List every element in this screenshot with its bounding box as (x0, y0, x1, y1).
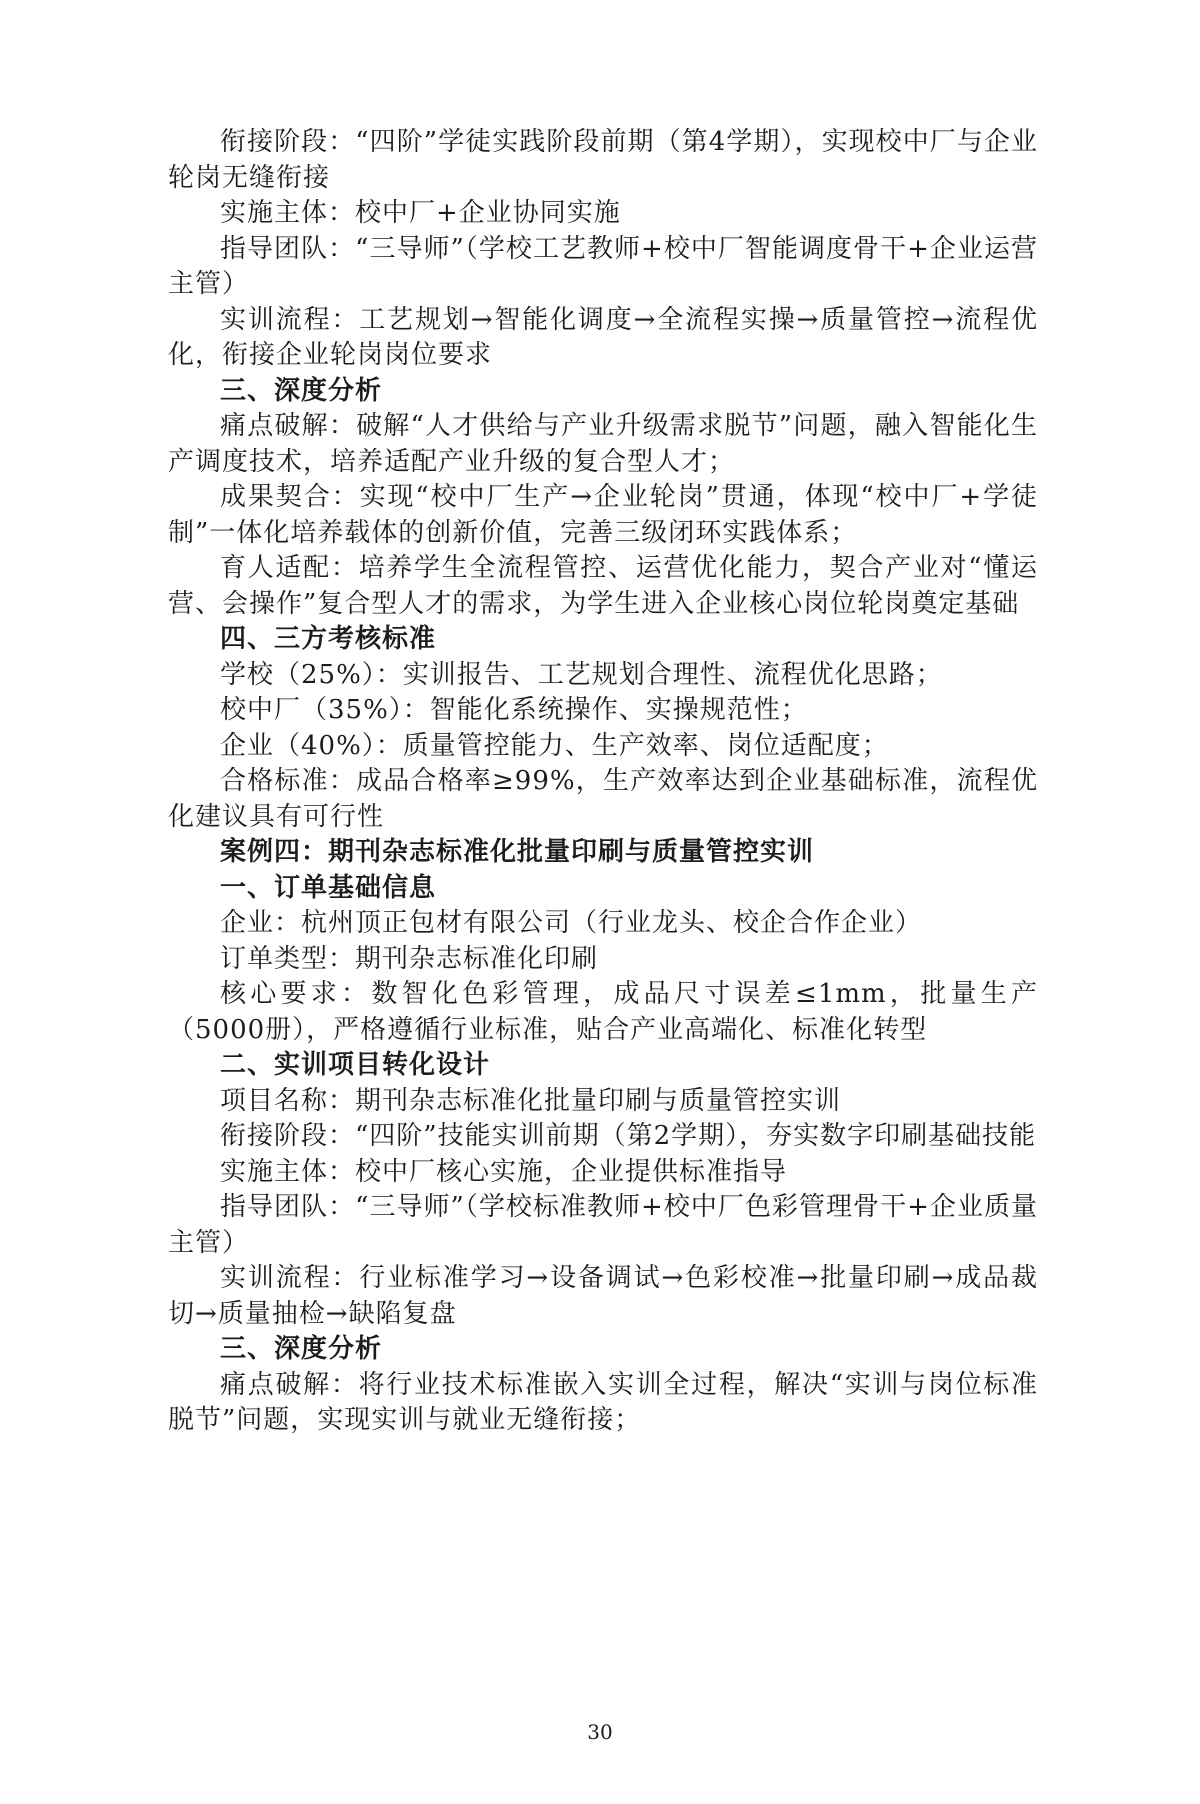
body-paragraph: 实施主体：校中厂+企业协同实施 (220, 198, 621, 228)
body-paragraph: 企业：杭州顶正包材有限公司（行业龙头、校企合作企业） (220, 908, 923, 938)
body-paragraph: 痛点破解：将行业技术标准嵌入实训全过程，解决“实训与岗位标准脱节”问题，实现实训与就业无缝衔接； (168, 1369, 1038, 1435)
section-heading: 三、深度分析 (220, 375, 383, 406)
body-paragraph: 项目名称：期刊杂志标准化批量印刷与质量管控实训 (220, 1085, 842, 1116)
section-heading: 三、深度分析 (220, 1334, 383, 1364)
body-paragraph: 痛点破解：破解“人才供给与产业升级需求脱节”问题，融入智能化生产调度技术，培养适配产业升级的复合型人才； (168, 411, 1038, 477)
body-paragraph: 实训流程：行业标准学习→设备调试→色彩校准→批量印刷→成品裁切→质量抽检→缺陷复盘 (168, 1263, 1038, 1329)
body-paragraph: 衔接阶段：“四阶”技能实训前期（第2学期），夯实数字印刷基础技能 (220, 1121, 1037, 1151)
body-paragraph: 成果契合：实现“校中厂生产→企业轮岗”贯通，体现“校中厂+学徒制”一体化培养载体的创新价值，完善三级闭环实践体系； (168, 482, 1038, 548)
body-paragraph: 实施主体：校中厂核心实施，企业提供标准指导 (220, 1156, 788, 1187)
body-paragraph: 指导团队：“三导师”（学校标准教师+校中厂色彩管理骨干+企业质量主管） (168, 1192, 1038, 1258)
body-paragraph: 订单类型：期刊杂志标准化印刷 (220, 943, 599, 974)
body-paragraph: 衔接阶段：“四阶”学徒实践阶段前期（第4学期），实现校中厂与企业轮岗无缝衔接 (168, 127, 1038, 193)
body-paragraph: 指导团队：“三导师”（学校工艺教师+校中厂智能调度骨干+企业运营主管） (168, 233, 1038, 299)
section-heading: 二、实训项目转化设计 (220, 1050, 491, 1080)
body-paragraph: 核心要求：数智化色彩管理，成品尺寸误差≤1mm，批量生产（5000册），严格遵循行业标准，贴合产业高端化、标准化转型 (168, 979, 1038, 1045)
body-paragraph: 育人适配：培养学生全流程管控、运营优化能力，契合产业对“懂运营、会操作”复合型人才的需求，为学生进入企业核心岗位轮岗奠定基础 (168, 553, 1038, 619)
body-paragraph: 校中厂（35%）：智能化系统操作、实操规范性； (220, 695, 808, 725)
section-heading: 四、三方考核标准 (220, 624, 437, 654)
page-number: 30 (587, 1720, 613, 1744)
document-body (168, 125, 1038, 1439)
body-paragraph: 实训流程：工艺规划→智能化调度→全流程实操→质量管控→流程优化，衔接企业轮岗岗位要求 (168, 304, 1038, 370)
body-paragraph: 合格标准：成品合格率≥99%，生产效率达到企业基础标准，流程优化建议具有可行性 (168, 766, 1038, 832)
section-heading: 案例四：期刊杂志标准化批量印刷与质量管控实训 (220, 837, 815, 867)
section-heading: 一、订单基础信息 (220, 872, 437, 903)
body-paragraph: 学校（25%）：实训报告、工艺规划合理性、流程优化思路； (220, 659, 943, 690)
body-paragraph: 企业（40%）：质量管控能力、生产效率、岗位适配度； (220, 730, 889, 761)
